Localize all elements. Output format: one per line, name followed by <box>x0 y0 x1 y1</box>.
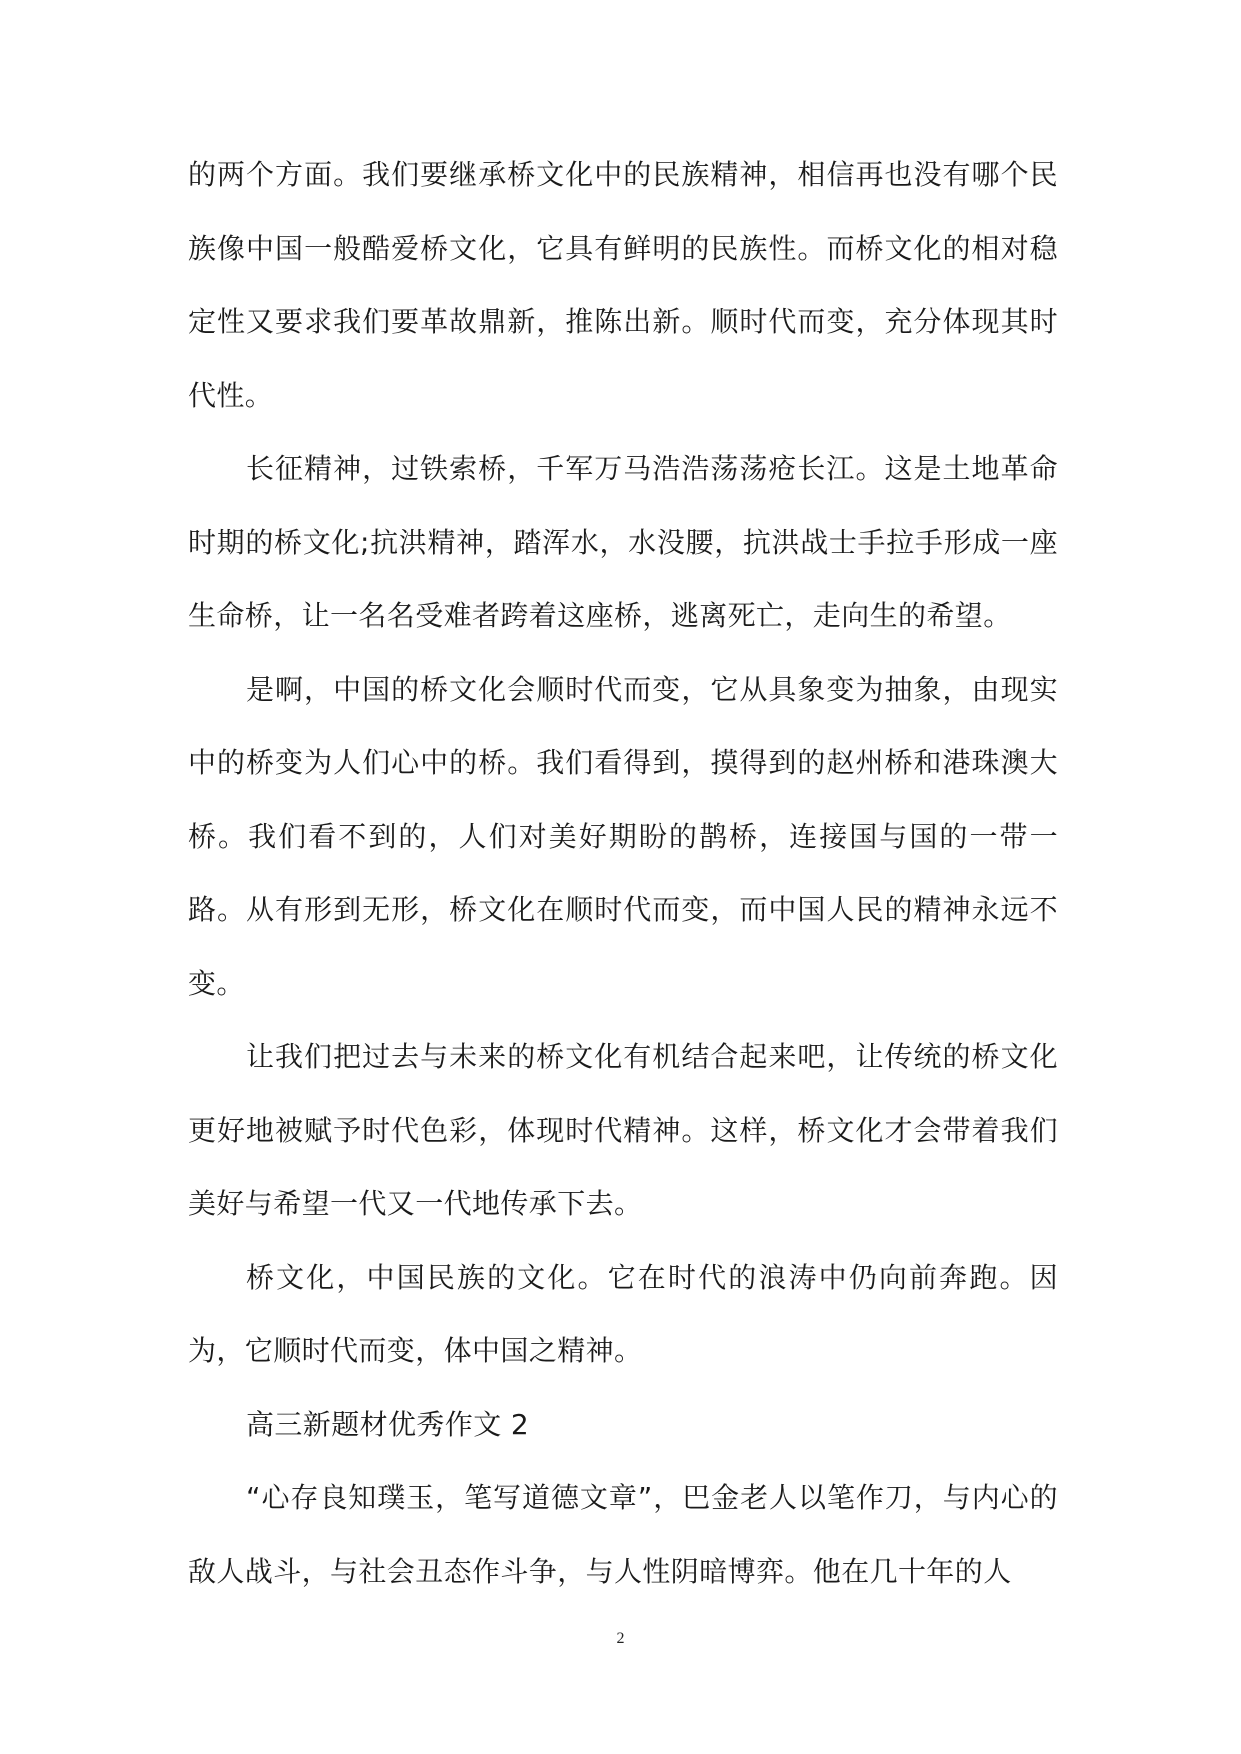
paragraph: “心存良知璞玉，笔写道德文章”，巴金老人以笔作刀，与内心的敌人战斗，与社会丑态作斗争，与人性阴暗博弈。他在几十年的人 <box>188 1481 1058 1588</box>
paragraph: 是啊，中国的桥文化会顺时代而变，它从具象变为抽象，由现实中的桥变为人们心中的桥。我们看得到，摸得到的赵州桥和港珠澳大桥。我们看不到的，人们对美好期盼的鹊桥，连接国与国的一带一路。从有形到无形，桥文化在顺时代而变，而中国人民的精神永远不变。 <box>188 672 1058 1000</box>
paragraph: 长征精神，过铁索桥，千军万马浩浩荡荡疮长江。这是土地革命时期的桥文化;抗洪精神，踏浑水，水没腰，抗洪战士手拉手形成一座生命桥，让一名名受难者跨着这座桥，逃离死亡，走向生的希望。 <box>188 452 1058 632</box>
section-heading: 高三新题材优秀作文 2 <box>246 1407 530 1441</box>
paragraph: 桥文化，中国民族的文化。它在时代的浪涛中仍向前奔跑。因为，它顺时代而变，体中国之精神。 <box>188 1260 1058 1367</box>
document-body <box>188 138 1058 1608</box>
paragraph: 让我们把过去与未来的桥文化有机结合起来吧，让传统的桥文化更好地被赋予时代色彩，体现时代精神。这样，桥文化才会带着我们美好与希望一代又一代地传承下去。 <box>188 1040 1058 1220</box>
page-number: 2 <box>616 1630 625 1647</box>
paragraph: 的两个方面。我们要继承桥文化中的民族精神，相信再也没有哪个民族像中国一般酷爱桥文化，它具有鲜明的民族性。而桥文化的相对稳定性又要求我们要革故鼎新，推陈出新。顺时代而变，充分体现其时代性。 <box>188 158 1058 412</box>
